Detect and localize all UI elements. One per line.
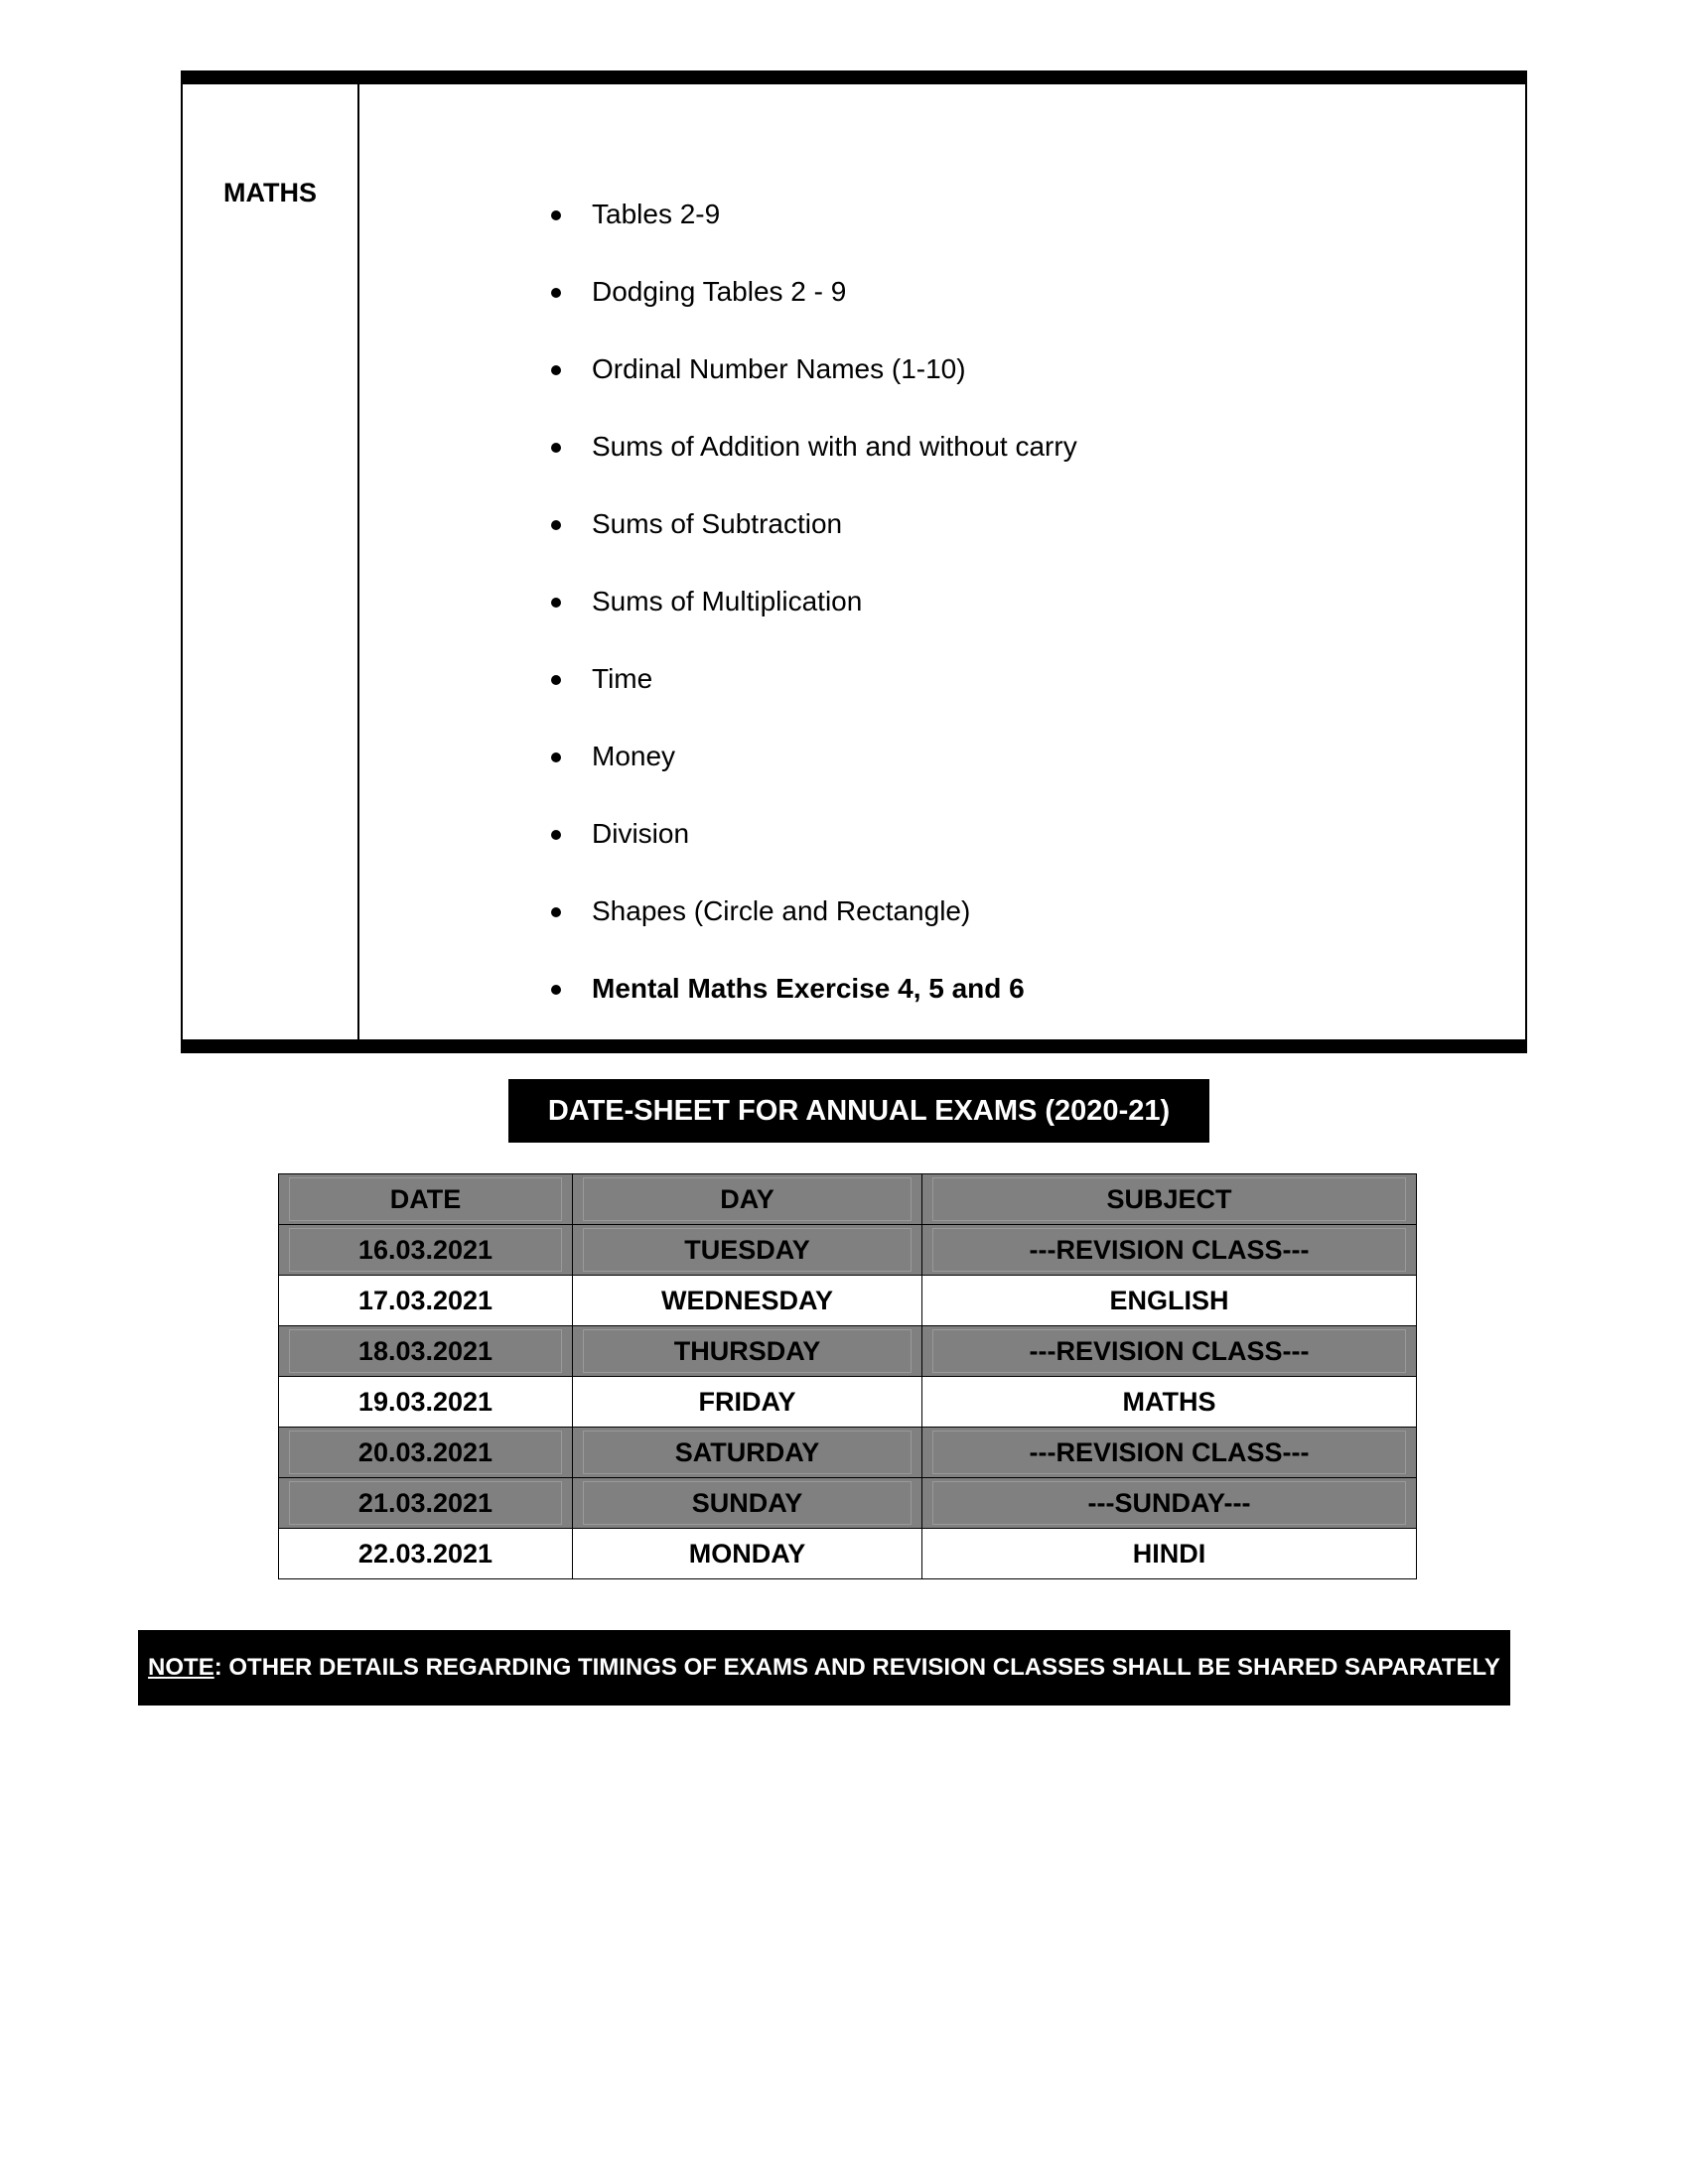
- header-date: DATE: [279, 1174, 573, 1225]
- date-cell: 18.03.2021: [279, 1326, 573, 1377]
- day-cell: SATURDAY: [573, 1428, 922, 1478]
- topic-item: [359, 972, 1525, 1049]
- topic-text: Money: [592, 741, 676, 771]
- topic-item: [359, 275, 1525, 352]
- topic-text: Sums of Multiplication: [592, 586, 863, 616]
- day-cell: THURSDAY: [573, 1326, 922, 1377]
- topic-text: Tables 2-9: [592, 199, 721, 229]
- day-cell: FRIDAY: [573, 1377, 922, 1428]
- topic-item: [359, 662, 1525, 740]
- note-label: NOTE: [148, 1654, 214, 1681]
- topic-item: [359, 585, 1525, 662]
- day-cell: WEDNESDAY: [573, 1276, 922, 1326]
- datesheet-row: [279, 1478, 1417, 1529]
- topic-item: [359, 352, 1525, 430]
- bullet-icon: [551, 210, 561, 220]
- datesheet-row: [279, 1529, 1417, 1579]
- topic-text: Mental Maths Exercise 4, 5 and 6: [592, 973, 1025, 1004]
- subject-cell: ---SUNDAY---: [922, 1478, 1417, 1529]
- topic-text: Sums of Subtraction: [592, 508, 843, 539]
- bullet-icon: [551, 598, 561, 608]
- datesheet-row: [279, 1377, 1417, 1428]
- note-bar: [138, 1630, 1510, 1706]
- datesheet-title: DATE-SHEET FOR ANNUAL EXAMS (2020-21): [508, 1079, 1209, 1143]
- topic-text: Division: [592, 818, 690, 849]
- datesheet-row: [279, 1326, 1417, 1377]
- datesheet-row: [279, 1428, 1417, 1478]
- bullet-icon: [551, 985, 561, 995]
- header-day: DAY: [573, 1174, 922, 1225]
- topic-text: Sums of Addition with and without carry: [592, 431, 1077, 462]
- topic-item: [359, 507, 1525, 585]
- header-subject: SUBJECT: [922, 1174, 1417, 1225]
- day-cell: MONDAY: [573, 1529, 922, 1579]
- note-text: : OTHER DETAILS REGARDING TIMINGS OF EXAMS AND REVISION CLASSES SHALL BE SHARED SAPARATELY: [213, 1654, 1500, 1681]
- date-cell: 16.03.2021: [279, 1225, 573, 1276]
- bullet-icon: [551, 675, 561, 685]
- subject-name: MATHS: [223, 178, 317, 207]
- subject-cell: MATHS: [922, 1377, 1417, 1428]
- topic-list: [359, 198, 1525, 1049]
- bullet-icon: [551, 288, 561, 298]
- bullet-icon: [551, 365, 561, 375]
- day-cell: SUNDAY: [573, 1478, 922, 1529]
- bullet-icon: [551, 830, 561, 840]
- datesheet-header-row: [279, 1174, 1417, 1225]
- subject-cell: ENGLISH: [922, 1276, 1417, 1326]
- date-cell: 21.03.2021: [279, 1478, 573, 1529]
- subject-cell: HINDI: [922, 1529, 1417, 1579]
- date-cell: 17.03.2021: [279, 1276, 573, 1326]
- topic-text: Time: [592, 663, 653, 694]
- bullet-icon: [551, 752, 561, 762]
- datesheet-row: [279, 1276, 1417, 1326]
- topic-text: Dodging Tables 2 - 9: [592, 276, 847, 307]
- topic-text: Shapes (Circle and Rectangle): [592, 895, 971, 926]
- datesheet-row: [279, 1225, 1417, 1276]
- topic-text: Ordinal Number Names (1-10): [592, 353, 966, 384]
- topic-item: [359, 198, 1525, 275]
- bullet-icon: [551, 907, 561, 917]
- date-cell: 19.03.2021: [279, 1377, 573, 1428]
- date-cell: 22.03.2021: [279, 1529, 573, 1579]
- date-cell: 20.03.2021: [279, 1428, 573, 1478]
- topic-item: [359, 430, 1525, 507]
- syllabus-table: [181, 70, 1527, 1053]
- topic-item: [359, 817, 1525, 894]
- bullet-icon: [551, 520, 561, 530]
- topic-item: [359, 740, 1525, 817]
- subject-cell: ---REVISION CLASS---: [922, 1225, 1417, 1276]
- bullet-icon: [551, 443, 561, 453]
- subject-cell: ---REVISION CLASS---: [922, 1326, 1417, 1377]
- subject-cell: ---REVISION CLASS---: [922, 1428, 1417, 1478]
- day-cell: TUESDAY: [573, 1225, 922, 1276]
- datesheet-table: [278, 1173, 1417, 1579]
- topic-item: [359, 894, 1525, 972]
